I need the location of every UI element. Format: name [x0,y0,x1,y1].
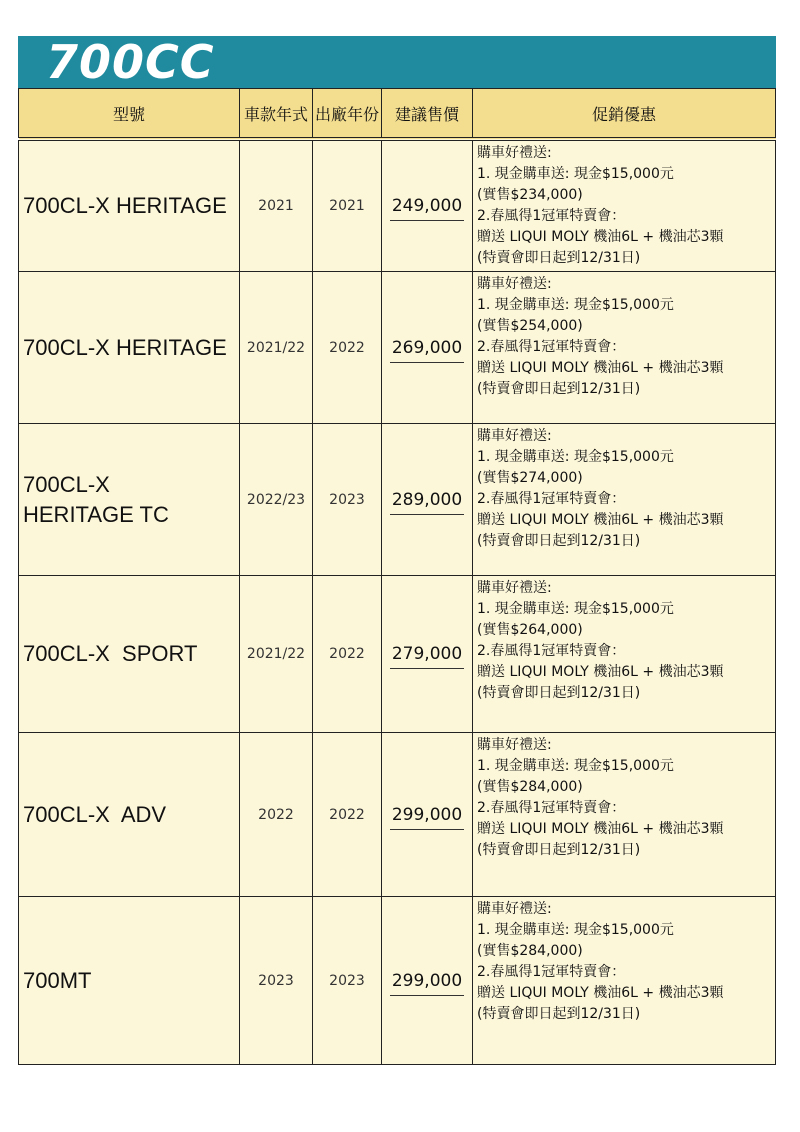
promotion-line: (特賣會即日起到12/31日) [477,1006,641,1022]
model-cell [19,897,240,1065]
table-row [19,733,776,897]
factory-year-cell [313,424,382,576]
model-cell [19,424,240,576]
promotion-line: (特賣會即日起到12/31日) [477,842,641,858]
header-model: 型號 [19,89,240,140]
promotion-line: 贈送 LIQUI MOLY 機油6L + 機油芯3顆 [477,512,724,528]
model-year-cell [240,897,313,1065]
factory-year-cell-value: 2023 [329,972,365,989]
model-year-cell [240,424,313,576]
header-price: 建議售價 [382,89,473,140]
model-cell [19,733,240,897]
promotion-line: (實售$274,000) [477,470,583,486]
promotion-cell [473,424,776,576]
promotion-line: (特賣會即日起到12/31日) [477,685,641,701]
price-cell-value: 299,000 [390,805,464,830]
model-year-cell [240,576,313,733]
table-row [19,139,776,272]
promotion-line: 1. 現金購車送: 現金$15,000元 [477,449,674,465]
promotion-cell [473,576,776,733]
promotion-line: 贈送 LIQUI MOLY 機油6L + 機油芯3顆 [477,664,724,680]
factory-year-cell [313,733,382,897]
price-cell-value: 269,000 [390,338,464,363]
promotion-line: 2.春風得1冠軍特賣會： [477,643,626,659]
factory-year-cell [313,139,382,272]
table-row [19,424,776,576]
model-name: 700CL-X SPORT [23,641,198,666]
promotion-line: 1. 現金購車送: 現金$15,000元 [477,922,674,938]
promotion-cell [473,272,776,424]
model-cell [19,272,240,424]
promotion-line: 2.春風得1冠軍特賣會： [477,339,626,355]
price-cell [382,139,473,272]
table-row [19,576,776,733]
model-name: HERITAGE TC [23,501,169,527]
promotion-line: 購車好禮送: [477,580,552,596]
factory-year-cell-value: 2023 [329,491,365,508]
factory-year-cell-value: 2022 [329,339,365,356]
promotion-line: (實售$234,000) [477,187,583,203]
factory-year-cell [313,897,382,1065]
promotion-line: 1. 現金購車送: 現金$15,000元 [477,758,674,774]
factory-year-cell [313,576,382,733]
model-year-cell-value: 2021 [258,198,294,214]
promotion-line: 1. 現金購車送: 現金$15,000元 [477,166,674,182]
header-promotion: 促銷優惠 [473,89,776,140]
header-model-year: 車款年式 [240,89,313,140]
promotion-line: (特賣會即日起到12/31日) [477,533,641,549]
promotion-line: (實售$284,000) [477,943,583,959]
promotion-line: 贈送 LIQUI MOLY 機油6L + 機油芯3顆 [477,229,724,245]
promotion-cell [473,733,776,897]
price-cell-value: 279,000 [390,644,464,669]
factory-year-cell [313,272,382,424]
model-name: 700CL-X [23,471,110,497]
price-cell [382,424,473,576]
table-row [19,897,776,1065]
factory-year-cell-value: 2022 [329,806,365,823]
title-banner [18,36,776,88]
promotion-line: 贈送 LIQUI MOLY 機油6L + 機油芯3顆 [477,821,724,837]
model-year-cell-value: 2021/22 [246,339,306,356]
factory-year-cell-value: 2022 [329,646,365,662]
price-cell [382,272,473,424]
promotion-line: 購車好禮送: [477,428,552,444]
model-cell [19,139,240,272]
page-title: 700CC [46,35,215,89]
price-cell [382,897,473,1065]
promotion-line: 贈送 LIQUI MOLY 機油6L + 機油芯3顆 [477,360,724,376]
promotion-line: 購車好禮送: [477,901,552,917]
model-year-cell [240,139,313,272]
promotion-line: 購車好禮送: [477,276,552,292]
promotion-line: (特賣會即日起到12/31日) [477,381,641,397]
model-year-cell [240,272,313,424]
price-cell-value: 249,000 [390,196,464,221]
model-name: 700CL-X HERITAGE [23,334,227,360]
promotion-line: 1. 現金購車送: 現金$15,000元 [477,297,674,313]
promotion-line: (特賣會即日起到12/31日) [477,250,641,266]
promotion-cell [473,139,776,272]
promotion-line: (實售$284,000) [477,779,583,795]
promotion-line: 2.春風得1冠軍特賣會： [477,800,626,816]
promotion-line: 購車好禮送: [477,737,552,753]
promotion-line: 2.春風得1冠軍特賣會： [477,208,626,224]
table-row [19,272,776,424]
promotion-line: (實售$264,000) [477,622,583,638]
model-name: 700MT [23,967,92,993]
promotion-line: 2.春風得1冠軍特賣會： [477,491,626,507]
promotion-line: 購車好禮送: [477,145,552,161]
promotion-line: 贈送 LIQUI MOLY 機油6L + 機油芯3顆 [477,985,724,1001]
price-cell [382,576,473,733]
header-row [19,89,776,140]
model-name: 700CL-X HERITAGE [23,193,227,218]
header-factory-year: 出廠年份 [313,89,382,140]
model-name: 700CL-X ADV [23,801,167,827]
promotion-line: 1. 現金購車送: 現金$15,000元 [477,601,674,617]
promotion-line: (實售$254,000) [477,318,583,334]
price-table [18,88,776,1065]
promotion-cell [473,897,776,1065]
model-cell [19,576,240,733]
promotion-line: 2.春風得1冠軍特賣會： [477,964,626,980]
price-cell-value: 299,000 [390,971,464,996]
model-year-cell-value: 2022/23 [246,491,306,508]
price-cell-value: 289,000 [390,490,464,515]
model-year-cell-value: 2022 [258,806,294,823]
model-year-cell [240,733,313,897]
model-year-cell-value: 2021/22 [246,646,306,662]
table-body [19,139,776,1065]
price-cell [382,733,473,897]
factory-year-cell-value: 2021 [329,198,365,214]
model-year-cell-value: 2023 [258,972,294,989]
